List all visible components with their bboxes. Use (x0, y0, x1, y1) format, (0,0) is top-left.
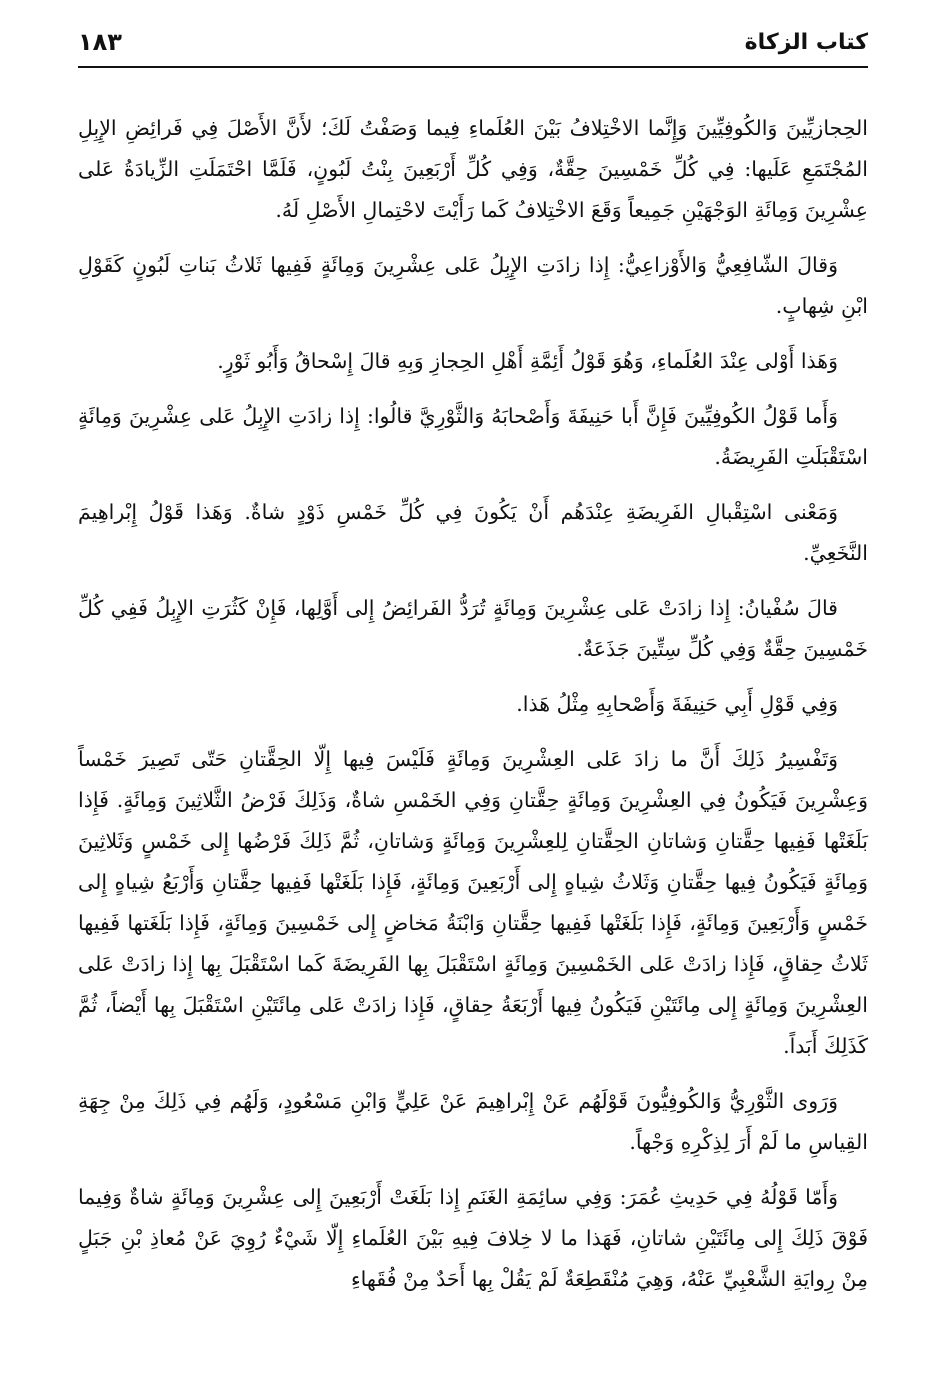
running-header (78, 26, 868, 68)
paragraph-4: وَأَما قَوْلُ الكُوفِيِّينَ فَإِنَّ أَبا حَنِيفَةَ وَأَصْحابَهُ وَالثَّوْرِيَّ قالُوا: إِذا زادَتِ الإِبِلُ عَلى عِشْرِينَ وَمِائَةٍ اسْتَقْبَلَتِ الفَرِيضَةُ. (78, 404, 868, 469)
paragraph-8: وَتَفْسِيرُ ذَلِكَ أَنَّ ما زادَ عَلى العِشْرِينَ وَمِائَةٍ فَلَيْسَ فِيها إِلّا الحِقَّتانِ حَتّى تَصِيرَ خَمْساً وَعِشْرِينَ فَيَكُونُ فِي العِشْرِينَ وَمِائَةٍ حِقَّتانِ وَفِي الخَمْسِ شاةٌ، وَذَلِكَ فَرْضُ الثَّلاثِينَ وَمِائَةٍ. فَإِذا بَلَغَتْها فَفِيها حِقَّتانِ وَشاتانِ الحِقَّتانِ لِلعِشْرِينَ وَمِائَةٍ وَشاتانِ، ثُمَّ ذَلِكَ فَرْضُها إِلى خَمْسٍ وَثَلاثِينَ وَمِائَةٍ فَيَكُونُ فِيها حِقَّتانِ وَثَلاثُ شِياهٍ إِلى أَرْبَعِينَ وَمِائَةٍ، فَإِذا بَلَغَتْها فَفِيها حِقَّتانِ وَأَرْبَعُ شِياهٍ إِلى خَمْسٍ وَأَرْبَعِينَ وَمِائَةٍ، فَإِذا بَلَغَتْها فَفِيها حِقَّتانِ وَابْنَةُ مَخاضٍ إِلى خَمْسِينَ وَمِائَةٍ، فَإِذا بَلَغَتها فَفِيها ثَلاثُ حِقاقٍ، فَإِذا زادَتْ عَلى الخَمْسِينَ وَمِائَةٍ اسْتَقْبَلَ بِها الفَرِيضَةَ كَما اسْتَقْبَلَ بِها إِذا زادَتْ عَلى العِشْرِينَ وَمِائَةٍ إِلى مِائَتَيْنِ فَيَكُونُ فِيها أَرْبَعَةُ حِقاقٍ، فَإِذا زادَتْ عَلى مِائَتَيْنِ اسْتَقْبَلَ بِها أَيْضاً، ثُمَّ كَذَلِكَ أَبَداً. (78, 747, 868, 1058)
book-page (78, 26, 868, 1376)
paragraph-5: وَمَعْنى اسْتِقْبالِ الفَرِيضَةِ عِنْدَهُم أَنْ يَكُونَ فِي كُلِّ خَمْسِ ذَوْدٍ شاةٌ. وَهَذا قَوْلُ إِبْراهِيمَ النَّخَعِيِّ. (78, 500, 868, 565)
paragraph-3: وَهَذا أَوْلى عِنْدَ العُلَماءِ، وَهُوَ قَوْلُ أَئِمَّةِ أَهْلِ الحِجازِ وَبِهِ قالَ إِسْحاقُ وَأَبُو ثَوْرٍ. (217, 349, 838, 373)
paragraph-9: وَرَوى الثَّوْرِيُّ وَالكُوفِيُّونَ قَوْلَهُم عَنْ إِبْراهِيمَ عَنْ عَلِيٍّ وَابْنِ مَسْعُودٍ، وَلَهُم فِي ذَلِكَ مِنْ جِهَةِ القِياسِ ما لَمْ أَرَ لِذِكْرِهِ وَجْهاً. (78, 1089, 868, 1154)
body-text (78, 108, 868, 1300)
paragraph-10: وَأَمّا قَوْلُهُ فِي حَدِيثِ عُمَرَ: وَفِي سائِمَةِ الغَنَمِ إِذا بَلَغَتْ أَرْبَعِينَ إِلى عِشْرِينَ وَمِائَةٍ شاةٌ وَفِيما فَوْقَ ذَلِكَ إِلى مِائَتَيْنِ شاتانِ، فَهَذا ما لا خِلافَ فِيهِ بَيْنَ العُلَماءِ إِلّا شَيْءٌ رُوِيَ عَنْ مُعاذِ بْنِ جَبَلٍ مِنْ رِوايَةِ الشَّعْبِيِّ عَنْهُ، وَهِيَ مُنْقَطِعَةٌ لَمْ يَقُلْ بِها أَحَدٌ مِنْ فُقَهاءِ (78, 1185, 868, 1291)
paragraph-1: الحِجازيِّينَ وَالكُوفِيِّينَ وَإِنَّما الاخْتِلافُ بَيْنَ العُلَماءِ فِيما وَصَفْتُ لَكَ؛ لأَنَّ الأَصْلَ فِي فَرائِضِ الإِبِلِ المُجْتَمَعِ عَلَيها: فِي كُلِّ خَمْسِينَ حِقَّةٌ، وَفِي كُلِّ أَرْبَعِينَ بِنْتُ لَبُونٍ، فَلَمَّا احْتَمَلَتِ الزِّيادَةُ عَلى عِشْرِينَ وَمِائَةِ الوَجْهَيْنِ جَمِيعاً وَقَعَ الاخْتِلافُ كَما رَأَيْتَ لاحْتِمالِ الأَصْلِ لَهُ. (78, 116, 868, 222)
paragraph-7: وَفِي قَوْلِ أَبِي حَنِيفَةَ وَأَصْحابِهِ مِثْلُ هَذا. (516, 692, 838, 716)
paragraph-2: وَقالَ الشّافِعِيُّ وَالأَوْزاعِيُّ: إِذا زادَتِ الإِبِلُ عَلى عِشْرِينَ وَمِائَةٍ فَفِيها ثَلاثُ بَناتِ لَبُونٍ كَقَوْلِ ابْنِ شِهابٍ. (78, 253, 868, 318)
page-number: ١٨٣ (78, 28, 122, 56)
paragraph-6: قالَ سُفْيانُ: إِذا زادَتْ عَلى عِشْرِينَ وَمِائَةٍ تُرَدُّ الفَرائِضُ إِلى أَوَّلِها، فَإِنْ كَثُرَتِ الإِبِلُ فَفِي كُلِّ خَمْسِينَ حِقَّةٌ وَفِي كُلِّ سِتِّينَ جَذَعَةٌ. (78, 596, 868, 661)
book-title: كتاب الزكاة (744, 30, 868, 55)
